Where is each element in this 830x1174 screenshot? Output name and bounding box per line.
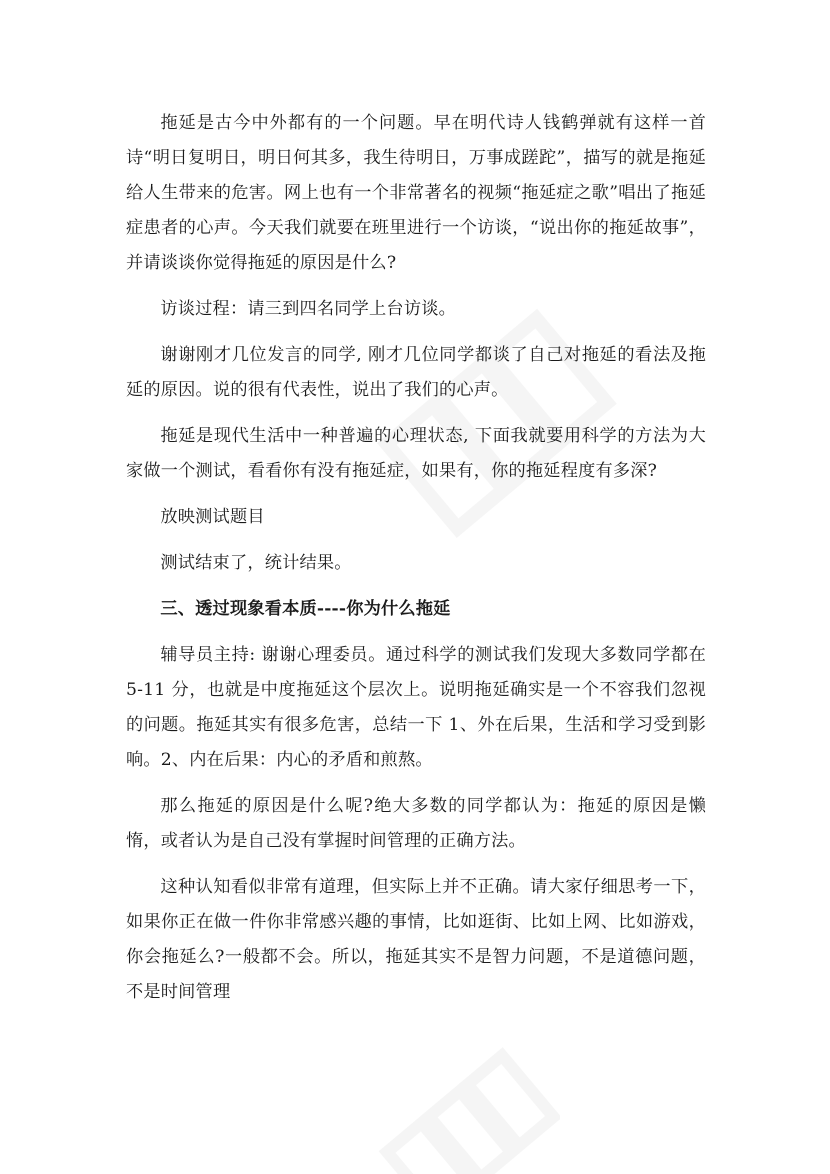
paragraph-intro: 拖延是古今中外都有的一个问题。早在明代诗人钱鹤弹就有这样一首诗“明日复明日，明日何其多，我生待明日，万事成蹉跎”，描写的就是拖延给人生带来的危害。网上也有一个非常著名的视频“拖延症之歌”唱出了拖延症患者的心声。今天我们就要在班里进行一个访谈，“说出你的拖延故事”，并请谈谈你觉得拖延的原因是什么?: [126, 113, 706, 273]
paragraph-show-test: 放映测试题目: [160, 507, 265, 527]
paragraph-test-result: 测试结束了，统计结果。: [160, 553, 352, 573]
document-body: [126, 106, 706, 1021]
paragraph-host: 辅导员主持: 谢谢心理委员。通过科学的测试我们发现大多数同学都在 5-11 分，也就是中度拖延这个层次上。说明拖延确实是一个不容我们忽视的问题。拖延其实有很多危害，总结一下 1、外在后果，生活和学习受到影响。2、内在后果：内心的矛盾和煎熬。: [126, 645, 706, 770]
paragraph-cause: 那么拖延的原因是什么呢?绝大多数的同学都认为：拖延的原因是懒惰，或者认为是自己没有掌握时间管理的正确方法。: [126, 796, 706, 851]
paragraph-interview-process: 访谈过程：请三到四名同学上台访谈。: [160, 299, 456, 319]
paragraph-thanks: 谢谢刚才几位发言的同学, 刚才几位同学都谈了自己对拖延的看法及拖延的原因。说的很有代表性，说出了我们的心声。: [126, 345, 706, 400]
paragraph-cognition: 这种认知看似非常有道理，但实际上并不正确。请大家仔细思考一下，如果你正在做一件你非常感兴趣的事情，比如逛街、比如上网、比如游戏，你会拖延么?一般都不会。所以，拖延其实不是智力问题，不是道德问题，不是时间管理: [126, 877, 706, 1002]
section-heading: 三、透过现象看本质----你为什么拖延: [160, 599, 451, 619]
watermark-logo-bottom: [360, 1040, 560, 1174]
paragraph-test-intro: 拖延是现代生活中一种普遍的心理状态, 下面我就要用科学的方法为大家做一个测试，看看你有没有拖延症，如果有，你的拖延程度有多深?: [126, 426, 706, 481]
